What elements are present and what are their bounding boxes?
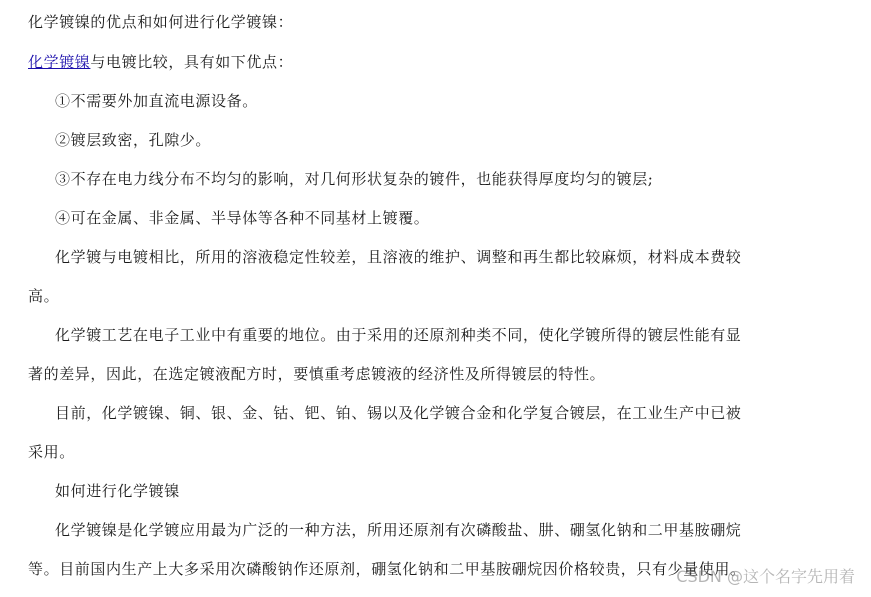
paragraph-1-line-2: 高。 [28, 287, 60, 305]
csdn-watermark: CSDN @这个名字先用着 [676, 567, 855, 586]
paragraph-1-line-1: 化学镀与电镀相比，所用的溶液稳定性较差，且溶液的维护、调整和再生都比较麻烦，材料成本费较 [55, 248, 742, 266]
intro-line [28, 52, 293, 72]
paragraph-4-line-1: 化学镀镍是化学镀应用最为广泛的一种方法，所用还原剂有次磷酸盐、肼、硼氢化钠和二甲基胺硼烷 [55, 521, 742, 539]
paragraph-3-line-1: 目前，化学镀镍、铜、银、金、钴、钯、铂、锡以及化学镀合金和化学复合镀层，在工业生产中已被 [55, 404, 742, 422]
document-title: 化学镀镍的优点和如何进行化学镀镍： [28, 13, 294, 31]
nickel-plating-link[interactable]: 化学镀镍 [28, 53, 91, 71]
intro-text: 与电镀比较，具有如下优点： [90, 53, 294, 71]
paragraph-2-line-1: 化学镀工艺在电子工业中有重要的地位。由于采用的还原剂种类不同，使化学镀所得的镀层性能有显 [55, 326, 742, 344]
paragraph-2-line-2: 著的差异，因此，在选定镀液配方时，要慎重考虑镀液的经济性及所得镀层的特性。 [28, 365, 606, 383]
advantage-item-3: ③不存在电力线分布不均匀的影响，对几何形状复杂的镀件，也能获得厚度均匀的镀层; [55, 170, 654, 188]
advantage-item-2: ②镀层致密，孔隙少。 [55, 131, 212, 149]
advantage-item-1: ①不需要外加直流电源设备。 [55, 92, 258, 110]
advantage-item-4: ④可在金属、非金属、半导体等各种不同基材上镀覆。 [55, 209, 430, 227]
section-subheading: 如何进行化学镀镍 [55, 482, 180, 500]
paragraph-4-line-2: 等。目前国内生产上大多采用次磷酸钠作还原剂，硼氢化钠和二甲基胺硼烷因价格较贵，只有少量使用。 [28, 560, 746, 578]
paragraph-3-line-2: 采用。 [28, 443, 75, 461]
